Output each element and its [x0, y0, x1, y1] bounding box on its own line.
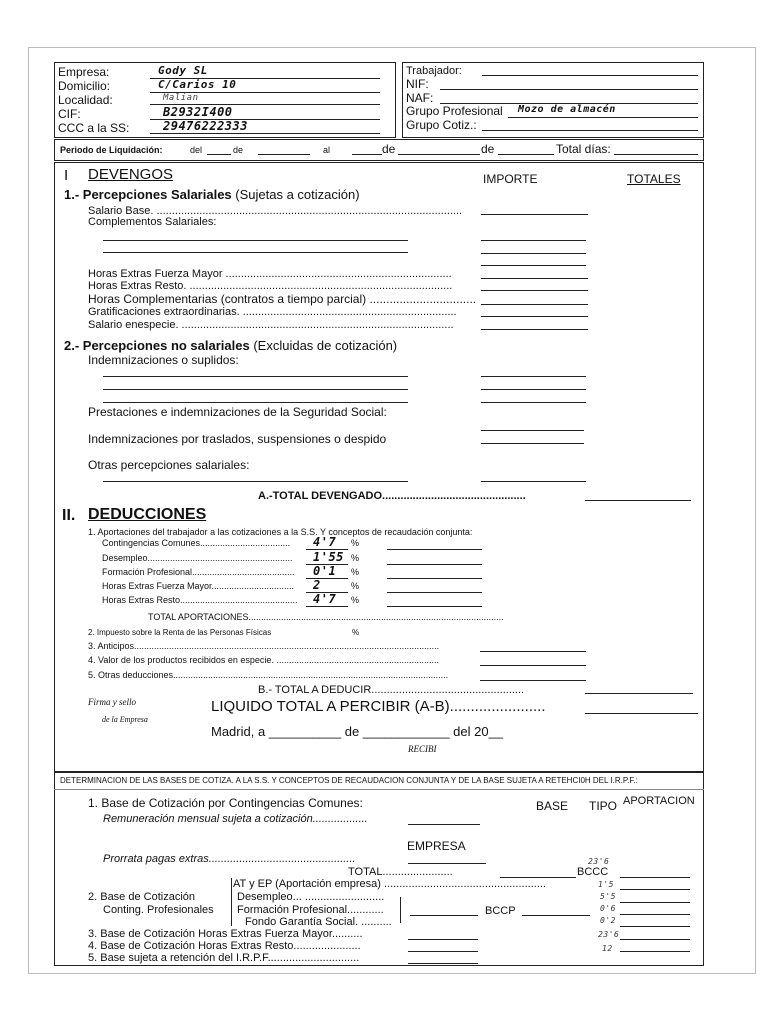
- deducciones-title: DEDUCCIONES: [88, 506, 207, 523]
- total-deducir-line: [585, 693, 693, 694]
- sec2-title: [64, 338, 397, 353]
- madrid-line: Madrid, a __________ de ____________ del 20__: [211, 724, 504, 739]
- prorrata-line: [408, 863, 486, 864]
- bases-heading-rule: [54, 789, 704, 790]
- liquido-total: LIQUIDO TOTAL A PERCIBIR (A-B).......................: [211, 698, 546, 715]
- cif-value: B2932I400: [163, 105, 233, 119]
- total-bccc: TOTAL.......................: [348, 866, 453, 878]
- deduction-amount-line: [387, 578, 482, 579]
- deduction-label: Horas Extras Resto...............................................: [102, 595, 298, 605]
- formacion-base: Formación Profesional............: [237, 904, 384, 916]
- compl-line-2: [103, 252, 408, 253]
- empresa-value: Gody SL: [158, 64, 208, 77]
- compl-amt-1: [481, 240, 586, 241]
- deduction-label: Desempleo..........................................................: [102, 553, 293, 563]
- remuneracion-line: [408, 824, 480, 825]
- remuneracion: Remuneración mensual sujeta a cotización..................: [103, 813, 368, 825]
- fondo-base: Fondo Garantía Social. ..........: [245, 916, 392, 928]
- aport-line-5: [620, 939, 690, 940]
- horas-compl: Horas Complementarias (contratos a tiempo parcial) ................................: [88, 292, 477, 306]
- total-deducir: B.- TOTAL A DEDUCIR..................................................: [258, 684, 525, 696]
- importe-header: IMPORTE: [483, 172, 538, 186]
- gratificaciones: Gratificaciones extraordinarias. ......................................................................: [88, 306, 457, 318]
- sec2-title-normal: (Excluidas de cotización): [253, 338, 398, 353]
- grupo-prof-value: Mozo de almacén: [518, 104, 616, 115]
- periodo-de2: de: [382, 142, 396, 156]
- firma-label: Firma y sello: [88, 697, 136, 707]
- grupo-prof-label: Grupo Profesional: [406, 104, 503, 118]
- periodo-line-5: [498, 154, 554, 155]
- salario-especie: Salario enespecie. .........................................................................................: [88, 319, 454, 331]
- bracket-right: [400, 897, 405, 923]
- traslados: Indemnizaciones por traslados, suspensiones o despido: [88, 432, 387, 446]
- periodo-line-6: [614, 154, 698, 155]
- deduction-label: Formación Profesional.........................................: [102, 567, 295, 577]
- bccp-label: BCCP: [485, 905, 516, 917]
- devengos-title: DEVENGOS: [88, 166, 174, 183]
- prestaciones: Prestaciones e indemnizaciones de la Seguridad Social:: [88, 405, 387, 419]
- periodo-total-dias: Total días:: [556, 142, 611, 156]
- handwritten-rate: 23'6: [598, 930, 620, 939]
- liquido-line: [585, 713, 698, 714]
- salario-especie-line: [481, 329, 588, 330]
- ccc-label: CCC a la SS:: [58, 121, 130, 135]
- devengos-num: I: [64, 167, 69, 184]
- bccp-line: [522, 915, 590, 916]
- base-hr-line: [408, 951, 478, 952]
- domicilio-value: C/Carios 10: [158, 78, 237, 91]
- trabajador-label: Trabajador:: [406, 65, 462, 77]
- deduction-amount-line: [387, 606, 482, 607]
- indem-line-3: [103, 402, 408, 403]
- base-conting-prof-2: Conting. Profesionales: [103, 904, 214, 916]
- anticipos-line: [480, 651, 586, 652]
- horas-fuerza: Horas Extras Fuerza Mayor ..........................................................................: [88, 268, 452, 280]
- periodo-de1: de: [233, 145, 244, 155]
- empresa-label: Empresa:: [58, 65, 110, 79]
- complementos: Complementos Salariales:: [88, 216, 217, 228]
- deduction-pct: 2: [313, 578, 321, 592]
- horas-compl-line: [481, 304, 588, 305]
- compl-amt-2: [481, 253, 586, 254]
- ccc-line: [150, 133, 380, 134]
- grupo-cotiz-label: Grupo Cotiz.:: [406, 118, 477, 132]
- otras-deducciones: 5. Otras deducciones..............................................................................................................: [88, 670, 449, 680]
- base-fuerza-mayor: 3. Base de Cotización Horas Extras Fuerza Mayor..........: [88, 928, 363, 940]
- aport-line-4: [620, 926, 690, 927]
- irpf-label: 2. Impuesto sobre la Renta de las Personas Físicas: [88, 628, 272, 637]
- otras-percepciones: Otras percepciones salariales:: [88, 458, 250, 472]
- base-fm-line: [408, 939, 478, 940]
- prestaciones-line: [481, 430, 584, 431]
- handwritten-rate: 23'6: [588, 857, 610, 866]
- indem-amt-1: [481, 376, 586, 377]
- deducciones-num: II.: [62, 507, 76, 524]
- deduction-pct-sign: %: [351, 581, 360, 591]
- trabajador-line: [482, 75, 698, 76]
- compl-line-1: [103, 240, 408, 241]
- total-devengado-line: [585, 500, 691, 501]
- sec1-title: [64, 187, 360, 202]
- base-col: BASE: [536, 799, 569, 813]
- periodo-line-1: [207, 154, 231, 155]
- indem-line-1: [103, 376, 408, 377]
- prorrata: Prorrata pagas extras................................................: [103, 853, 356, 865]
- aport-line-2: [620, 902, 690, 903]
- total-devengado: A.-TOTAL DEVENGADO...............................................: [258, 490, 526, 502]
- handwritten-rate: 0'6: [600, 904, 616, 913]
- horas-resto-line: [481, 290, 588, 291]
- periodo-del: del: [190, 145, 203, 155]
- aport-line-1: [620, 889, 690, 890]
- otras-amt: [481, 481, 586, 482]
- sec2-title-bold: 2.- Percepciones no salariales: [64, 338, 250, 353]
- periodo-de3: de: [481, 142, 495, 156]
- indem-amt-2: [481, 389, 586, 390]
- base-horas-resto: 4. Base de Cotización Horas Extras Resto......................: [88, 940, 361, 952]
- deduction-label: Contingencias Comunes....................................: [102, 538, 291, 548]
- totales-header: TOTALES: [627, 172, 681, 186]
- deduction-label: Horas Extras Fuerza Mayor.................................: [102, 581, 295, 591]
- desempleo-base: Desempleo... ..........................: [237, 891, 385, 903]
- sec1-title-bold: 1.- Percepciones Salariales: [64, 187, 232, 202]
- horas-fuerza-line: [481, 278, 588, 279]
- aportacion-col: APORTACION: [623, 795, 695, 807]
- deduction-amount-line: [387, 564, 482, 565]
- bccc-line: [620, 877, 690, 878]
- naf-label: NAF:: [406, 91, 434, 105]
- bccp-amt-line: [410, 915, 478, 916]
- aport-line-3: [620, 914, 690, 915]
- salario-base-line: [481, 214, 588, 215]
- at-ep: AT y EP (Aportación empresa) .....................................................: [233, 878, 546, 890]
- horas-resto: Horas Extras Resto. ......................................................................................: [88, 280, 453, 292]
- deduction-pct: 4'7: [313, 592, 337, 606]
- handwritten-rate: 12: [602, 944, 613, 953]
- deduction-pct: 1'55: [313, 550, 344, 564]
- gratificaciones-line: [481, 316, 588, 317]
- base-irpf-line: [408, 963, 478, 964]
- localidad-label: Localidad:: [58, 93, 113, 107]
- deduction-pct: 0'1: [313, 564, 337, 578]
- indemnizaciones: Indemnizaciones o suplidos:: [88, 353, 239, 367]
- bccc-label: BCCC: [577, 866, 609, 878]
- base-conting-prof-1: 2. Base de Cotización: [88, 891, 196, 903]
- deduction-pct-sign: %: [351, 567, 360, 577]
- productos-line: [480, 665, 586, 666]
- nif-label: NIF:: [406, 77, 429, 91]
- base-irpf: 5. Base sujeta a retención del I.R.P.F..............................: [88, 952, 360, 964]
- grupo-prof-line: [508, 117, 698, 118]
- domicilio-label: Domicilio:: [58, 79, 111, 93]
- deduction-pct: 4'7: [313, 535, 337, 549]
- handwritten-rate: 1'5: [598, 880, 614, 889]
- bases-heading: DETERMINACION DE LAS BASES DE COTIZA. A LA S.S. Y CONCEPTOS DE RECAUDACION CONJUNTA Y DE LA BASE SUJETA A RETEHCI0H DEL I.R.P.F.:: [60, 776, 638, 785]
- deduction-amount-line: [387, 549, 482, 550]
- aportaciones-title: 1. Aportaciones del trabajador a las cotizaciones a la S.S. Y conceptos de recaudación conjunta:: [88, 527, 473, 537]
- ccc-value: 29476222333: [163, 119, 248, 133]
- periodo-line-3: [352, 154, 382, 155]
- indem-line-2: [103, 389, 408, 390]
- otras-deducciones-line: [480, 680, 586, 681]
- otras-line: [103, 481, 408, 482]
- deduction-pct-sign: %: [351, 553, 360, 563]
- de-la-empresa: de la Empresa: [102, 715, 148, 724]
- deduction-pct-sign: %: [351, 595, 360, 605]
- anticipos: 3. Anticipos..........................................................................................................................: [88, 641, 440, 651]
- tipo-col: TIPO: [589, 799, 618, 813]
- periodo-al: al: [323, 145, 331, 155]
- traslados-line: [481, 443, 584, 444]
- grupo-cotiz-line: [482, 130, 698, 131]
- empresa-col: EMPRESA: [407, 839, 466, 853]
- periodo-line-2: [258, 154, 310, 155]
- handwritten-rate: 0'2: [600, 916, 616, 925]
- handwritten-rate: 5'5: [600, 892, 616, 901]
- periodo-line-4: [398, 154, 480, 155]
- irpf-pct: %: [352, 628, 360, 637]
- deduction-pct-line: [306, 606, 348, 607]
- base-contingencias: 1. Base de Cotización por Contingencias Comunes:: [88, 796, 363, 810]
- recibi: RECIBI: [408, 744, 437, 754]
- localidad-value: Malian: [163, 93, 199, 103]
- indem-amt-3: [481, 402, 586, 403]
- aport-line-6: [620, 951, 690, 952]
- nif-line: [440, 89, 698, 90]
- deduction-pct-sign: %: [351, 538, 360, 548]
- salario-base: Salario Base. ....................................................................................................: [88, 205, 463, 217]
- cif-label: CIF:: [58, 107, 81, 121]
- productos: 4. Valor de los productos recibidos en especie. .................................................................: [88, 655, 439, 665]
- compl-amt-3: [481, 265, 586, 266]
- periodo-label: Periodo de Liquidación:: [60, 145, 163, 155]
- sec1-title-normal: (Sujetas a cotización): [235, 187, 360, 202]
- total-aportaciones: TOTAL APORTACIONES......................................................................................................: [148, 612, 504, 622]
- deduction-amount-line: [387, 592, 482, 593]
